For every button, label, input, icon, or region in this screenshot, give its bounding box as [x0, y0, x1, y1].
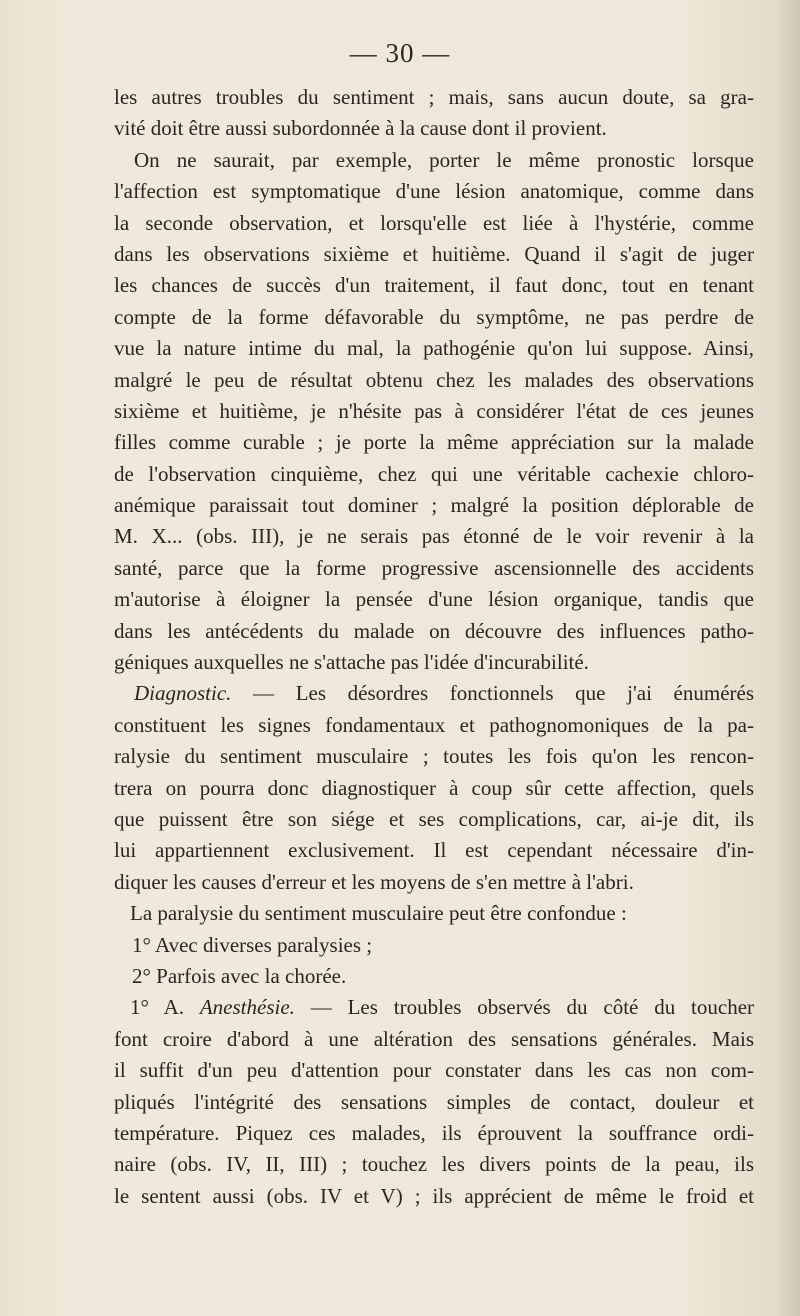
text-line: sixième et huitième, je n'hésite pas à considérer l'état de ces jeunes	[114, 398, 754, 423]
text-line: diquer les causes d'erreur et les moyens de s'en mettre à l'abri.	[114, 869, 634, 894]
text-line: santé, parce que la forme progressive ascensionnelle des accidents	[114, 555, 754, 580]
text-line: température. Piquez ces malades, ils éprouvent la souffrance ordi-	[114, 1120, 754, 1145]
text-line: il suffit d'un peu d'attention pour constater dans les cas non com-	[114, 1058, 754, 1083]
page-number: — 30 —	[349, 38, 451, 68]
text-line: compte de la forme défavorable du symptôme, ne pas perdre de	[114, 304, 754, 329]
text-line: dans les observations sixième et huitième. Quand il s'agit de juger	[114, 241, 754, 266]
text-line: de l'observation cinquième, chez qui une véritable cachexie chloro-	[114, 461, 754, 486]
text-line: M. X... (obs. III), je ne serais pas étonné de le voir revenir à la	[114, 524, 754, 549]
text-line: La paralysie du sentiment musculaire peut être confondue :	[130, 901, 627, 926]
text-line: lui appartiennent exclusivement. Il est cependant nécessaire d'in-	[114, 838, 754, 863]
text-line: que puissent être son siége et ses complications, car, ai-je dit, ils	[114, 806, 754, 831]
text-line: les chances de succès d'un traitement, il faut donc, tout en tenant	[114, 273, 754, 298]
text-line: le sentent aussi (obs. IV et V) ; ils apprécient de même le froid et	[114, 1183, 754, 1208]
text-line: font croire d'abord à une altération des sensations générales. Mais	[114, 1026, 754, 1051]
text-line: ralysie du sentiment musculaire ; toutes les fois qu'on les rencon-	[114, 744, 754, 769]
text-line: anémique paraissait tout dominer ; malgré la position déplorable de	[114, 493, 754, 518]
list-item: 1° Avec diverses paralysies ;	[132, 932, 373, 957]
text-line: constituent les signes fondamentaux et pathognomoniques de la pa-	[114, 712, 754, 737]
text-line: trera on pourra donc diagnostiquer à coup sûr cette affection, quels	[114, 775, 754, 800]
anesthesie-line	[114, 992, 754, 1023]
text-line: la seconde observation, et lorsqu'elle est liée à l'hystérie, comme	[114, 210, 754, 235]
text-line: pliqués l'intégrité des sensations simples de contact, douleur et	[114, 1089, 754, 1114]
text-line: — Les troubles observés du côté du toucher	[310, 995, 755, 1020]
text-line: l'affection est symptomatique d'une lésion anatomique, comme dans	[114, 179, 754, 204]
text-line: vité doit être aussi subordonnée à la cause dont il provient.	[114, 116, 607, 141]
text-line: dans les antécédents du malade on découvre des influences patho-	[114, 618, 754, 643]
text-line: malgré le peu de résultat obtenu chez les malades des observations	[114, 367, 754, 392]
text-line: On ne saurait, par exemple, porter le même pronostic lorsque	[134, 147, 754, 172]
anesthesie-prefix: 1° A.	[130, 995, 184, 1020]
text-line: naire (obs. IV, II, III) ; touchez les divers points de la peau, ils	[114, 1152, 754, 1177]
list-item: 2° Parfois avec la chorée.	[132, 963, 347, 988]
text-line: vue la nature intime du mal, la pathogénie qu'on lui suppose. Ainsi,	[114, 336, 754, 361]
text-line: — Les désordres fonctionnels que j'ai énumérés	[253, 681, 754, 706]
diagnostic-heading: Diagnostic.	[134, 681, 232, 706]
body-text	[114, 82, 754, 1212]
diagnostic-line	[114, 678, 754, 709]
anesthesie-heading: Anesthésie.	[199, 995, 295, 1020]
text-line: filles comme curable ; je porte la même appréciation sur la malade	[114, 430, 754, 455]
text-line: les autres troubles du sentiment ; mais, sans aucun doute, sa gra-	[114, 85, 754, 109]
text-line: m'autorise à éloigner la pensée d'une lésion organique, tandis que	[114, 587, 754, 612]
text-line: géniques auxquelles ne s'attache pas l'idée d'incurabilité.	[114, 650, 589, 675]
